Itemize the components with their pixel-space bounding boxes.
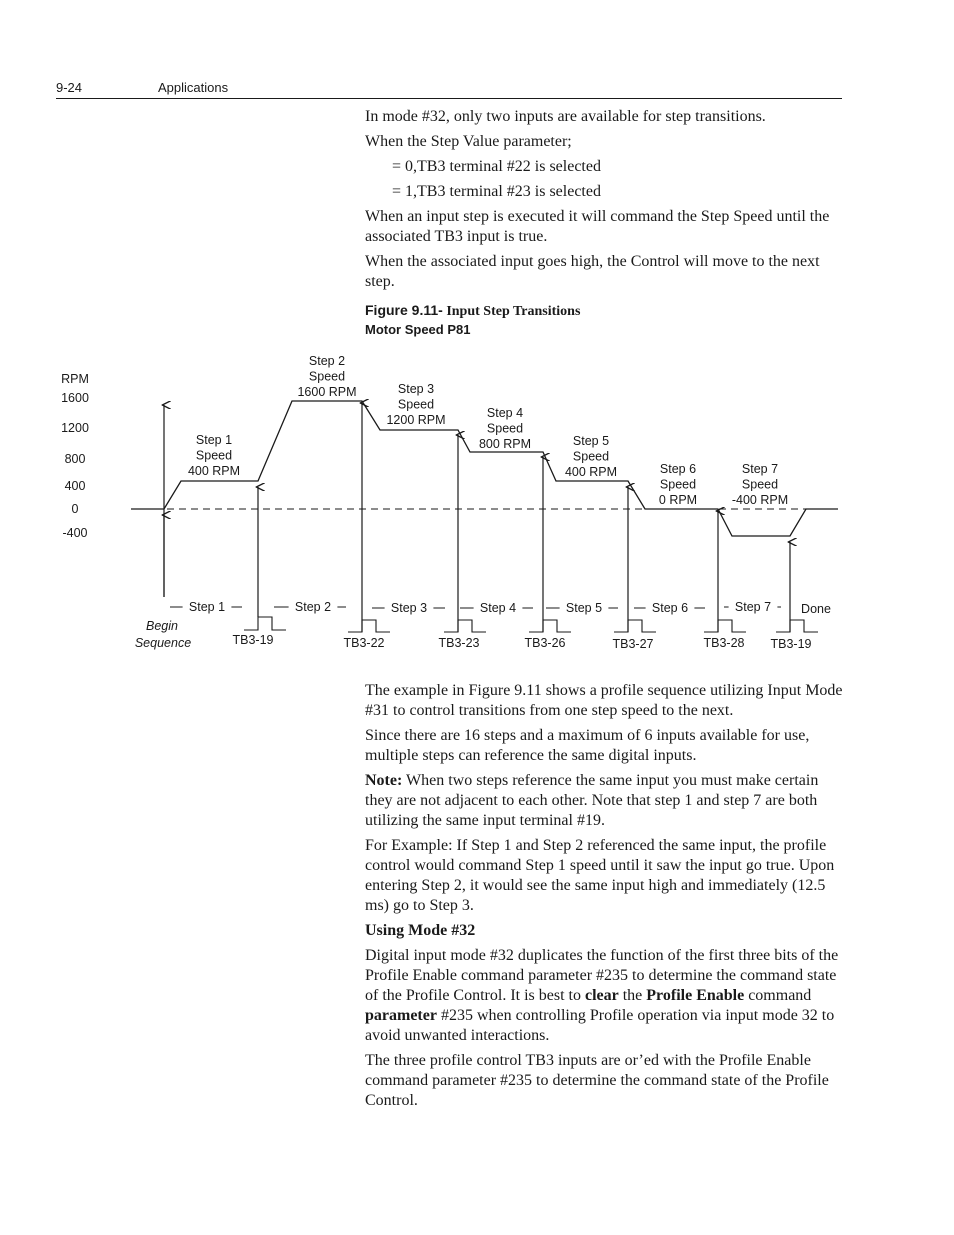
input-pulse-symbol (776, 620, 818, 632)
transition-input-label: TB3-28 (703, 636, 745, 650)
body-paragraph: Since there are 16 steps and a maximum of 6 inputs available for use, multiple steps can reference the same digital inputs. (365, 727, 810, 764)
step-speed-label: Speed (659, 477, 697, 492)
transition-input-label: TB3-27 (612, 637, 654, 651)
input-pulse-symbol (704, 620, 746, 632)
step-speed-label: -400 RPM (731, 493, 789, 507)
step-bracket-label: Step 7 (734, 600, 772, 614)
intro-paragraph: When an input step is executed it will command the Step Speed until the associated TB3 input is true. (365, 208, 830, 245)
transition-input-label: TB3-19 (770, 637, 812, 651)
step-speed-label: Step 2 (308, 354, 346, 368)
step-bracket-label: Step 3 (390, 601, 428, 615)
step-transition-chart (0, 340, 954, 660)
body-paragraph: For Example: If Step 1 and Step 2 referenced the same input, the profile control would command Step 1 speed until it saw the input go true. Upon entering Step 2, it would see the same input high and immediately (12.5 ms) go to Step 3. (365, 837, 835, 914)
step-speed-label: 400 RPM (187, 464, 241, 478)
text-run-bold: Profile Enable (646, 987, 745, 1004)
body-text (365, 681, 843, 1116)
body-paragraph: The example in Figure 9.11 shows a profile sequence utilizing Input Mode #31 to control transitions from one step speed to the next. (365, 682, 843, 719)
page-header-number: 9-24 (56, 80, 83, 95)
step-speed-label: 800 RPM (478, 437, 532, 451)
note-text: When two steps reference the same input you must make certain they are not adjacent to each other. Note that step 1 and step 7 are both utilizing the same input terminal #19. (365, 772, 819, 829)
step-speed-label: Step 3 (397, 382, 435, 396)
step-bracket-label: Step 2 (294, 600, 332, 614)
figure-subtitle: Motor Speed P81 (365, 322, 471, 337)
begin-sequence-label: Begin (146, 619, 178, 633)
step-speed-label: 1600 RPM (297, 385, 357, 399)
y-tick-label: 800 (64, 452, 86, 466)
intro-paragraph: When the associated input goes high, the Control will move to the next step. (365, 253, 820, 290)
input-pulse-symbol (614, 620, 656, 632)
input-pulse-symbol (244, 617, 286, 630)
step-speed-label: Step 6 (659, 462, 697, 476)
step-speed-label: Speed (195, 448, 233, 463)
header-rule (56, 98, 842, 99)
step-speed-label: Speed (397, 397, 435, 412)
step-bracket-label: Step 6 (651, 601, 689, 615)
step-speed-label: 1200 RPM (386, 413, 446, 427)
y-tick-label: 0 (71, 502, 79, 516)
intro-text (365, 107, 843, 297)
intro-option: = 1,TB3 terminal #23 is selected (392, 183, 601, 200)
figure-title: Input Step Transitions (446, 304, 581, 319)
y-axis-label: RPM (61, 372, 89, 386)
step-speed-label: 0 RPM (658, 493, 698, 507)
text-run-bold: clear (584, 987, 619, 1004)
text-run: Digital input mode #32 duplicates the function of the first three bits of the Profile Enable command parameter #235 to determine the command state of the Profile Control. It is best to (365, 947, 839, 1004)
transition-input-label: TB3-26 (524, 636, 566, 650)
step-speed-label: Step 1 (195, 433, 233, 447)
step-bracket-label: Step 1 (188, 600, 226, 614)
step-bracket-label: Step 4 (479, 601, 517, 615)
text-run: command (744, 987, 812, 1004)
step-speed-label: Speed (741, 477, 779, 492)
y-tick-label: 1600 (61, 391, 89, 405)
transition-input-label: TB3-19 (232, 633, 274, 647)
text-run-bold: parameter (365, 1007, 437, 1024)
text-run: #235 when controlling Profile operation via input mode 32 to avoid unwanted interactions. (365, 1007, 835, 1044)
begin-sequence-label: Sequence (134, 636, 192, 650)
figure-label: Figure 9.11- (365, 302, 443, 318)
y-tick-label: -400 (62, 526, 88, 540)
input-pulse-symbol (444, 620, 486, 632)
figure-caption (365, 301, 843, 339)
done-label: Done (801, 602, 831, 616)
step-speed-label: Step 5 (572, 434, 610, 448)
step-bracket-label: Step 5 (565, 601, 603, 615)
y-tick-label: 400 (64, 479, 86, 493)
step-speed-label: Speed (308, 369, 346, 384)
text-run: the (618, 987, 647, 1004)
note-paragraph (365, 771, 843, 831)
intro-paragraph: When the Step Value parameter; (365, 133, 572, 150)
y-tick-label: 1200 (61, 421, 89, 435)
step-speed-label: 400 RPM (564, 465, 618, 479)
section-heading: Using Mode #32 (365, 922, 476, 939)
page-header-title: Applications (158, 80, 229, 95)
input-pulse-symbol (348, 620, 390, 632)
transition-input-label: TB3-23 (438, 636, 480, 650)
step-speed-label: Step 7 (741, 462, 779, 476)
intro-paragraph: In mode #32, only two inputs are available for step transitions. (365, 108, 766, 125)
note-label: Note: (365, 772, 403, 789)
body-paragraph: The three profile control TB3 inputs are or’ed with the Profile Enable command parameter #235 to determine the command state of the Profile Control. (365, 1052, 829, 1109)
input-pulse-symbol (529, 620, 571, 632)
body-paragraph (365, 946, 843, 1046)
step-speed-label: Speed (572, 449, 610, 464)
step-speed-label: Step 4 (486, 406, 524, 420)
transition-input-label: TB3-22 (343, 636, 385, 650)
step-speed-label: Speed (486, 421, 524, 436)
intro-option: = 0,TB3 terminal #22 is selected (392, 158, 601, 175)
